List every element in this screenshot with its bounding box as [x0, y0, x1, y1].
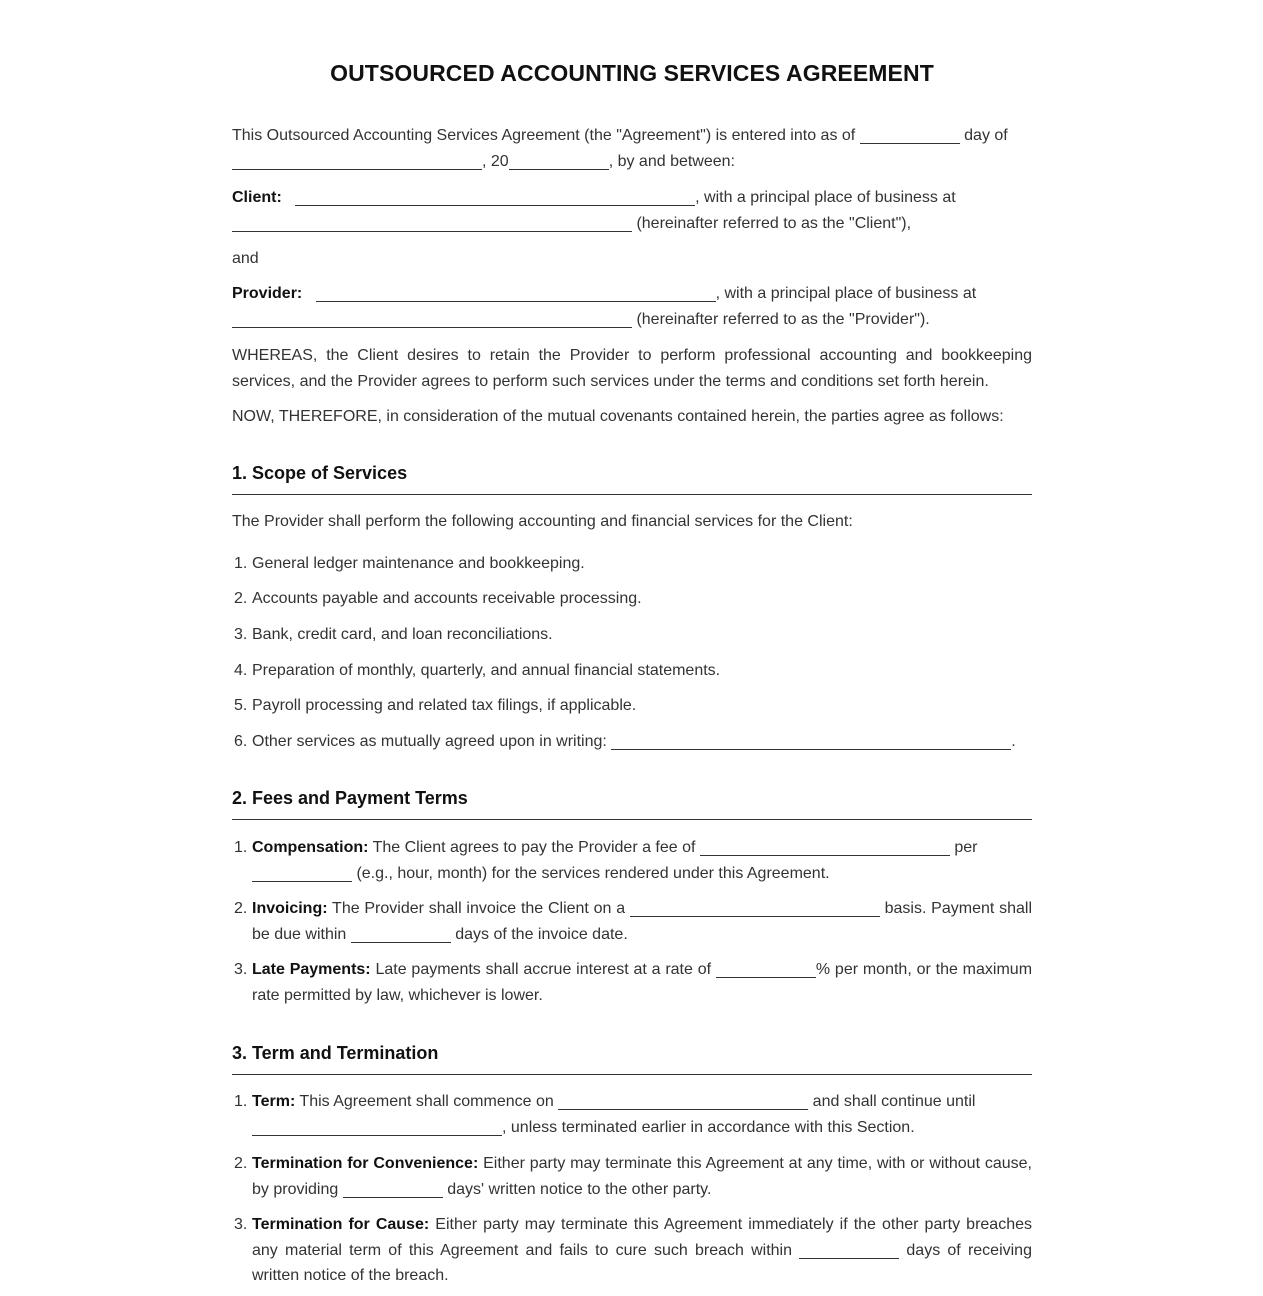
client-paragraph [232, 185, 1032, 236]
list-item-term [232, 1089, 1032, 1140]
list-item-body [252, 957, 1032, 1008]
compensation-text-3: (e.g., hour, month) for the services rendered under this Agreement. [356, 864, 830, 882]
term-label: Term: [252, 1093, 296, 1110]
interest-rate-blank[interactable] [716, 960, 816, 978]
compensation-text-2: per [954, 839, 978, 856]
termination-cause-text-2: days of receiving written notice of the breach. [252, 1241, 1032, 1285]
late-payments-text-2: % per month, or the maximum rate permitted by law, whichever is lower. [252, 961, 1033, 1004]
list-item [232, 729, 1032, 755]
termination-cause-label: Termination for Cause: [252, 1216, 430, 1233]
list-number: 5. [234, 697, 248, 714]
provider-label: Provider: [232, 285, 303, 302]
list-number: 2. [234, 590, 248, 607]
compensation-label: Compensation: [252, 839, 369, 856]
intro-paragraph [232, 123, 1032, 174]
list-item-compensation [232, 835, 1032, 886]
invoicing-text-2: basis. Payment shall be due within [252, 900, 1032, 943]
client-text-2: (hereinafter referred to as the "Client"), [636, 214, 912, 232]
list-item-body [252, 729, 1032, 755]
list-item-end: . [1011, 733, 1016, 750]
list-item-text: Bank, credit card, and loan reconciliations. [252, 626, 553, 643]
term-text-2: and shall continue until [812, 1093, 976, 1110]
termination-cause-text-1: Either party may terminate this Agreement immediately if the other party breaches any material term of this Agreement and fails to cure such breach within [252, 1216, 1032, 1259]
now-therefore-paragraph: NOW, THEREFORE, in consideration of the mutual covenants contained herein, the parties agree as follows: [232, 408, 1004, 425]
invoice-basis-blank[interactable] [630, 899, 880, 917]
client-text-1: , with a principal place of business at [695, 189, 956, 206]
compensation-text-1: The Client agrees to pay the Provider a fee of [372, 839, 696, 856]
term-text-1: This Agreement shall commence on [299, 1093, 554, 1110]
list-number: 3. [234, 626, 248, 643]
provider-text-1: , with a principal place of business at [715, 285, 977, 302]
list-number: 1. [234, 1093, 248, 1110]
month-blank[interactable] [232, 152, 482, 170]
list-item [232, 586, 1032, 612]
list-number: 3. [234, 961, 248, 978]
invoicing-label: Invoicing: [252, 900, 328, 917]
client-name-blank[interactable] [295, 188, 695, 206]
list-item [232, 658, 1032, 684]
cure-days-blank[interactable] [799, 1241, 899, 1259]
list-item-text: Payroll processing and related tax filings, if applicable. [252, 697, 637, 714]
year-blank[interactable] [509, 152, 609, 170]
list-item [232, 551, 1032, 577]
list-item-text: Accounts payable and accounts receivable processing. [252, 590, 642, 607]
list-item-body [252, 1151, 1032, 1202]
list-item [232, 622, 1032, 648]
provider-name-blank[interactable] [316, 284, 716, 302]
client-address-blank[interactable] [232, 214, 632, 232]
document-title: OUTSOURCED ACCOUNTING SERVICES AGREEMENT [330, 60, 934, 86]
list-item-body [252, 1089, 1032, 1140]
termination-convenience-label: Termination for Convenience: [252, 1155, 479, 1172]
list-item [232, 693, 1032, 719]
notice-days-blank[interactable] [343, 1180, 443, 1198]
list-number: 2. [234, 900, 248, 917]
list-item-body [252, 896, 1032, 947]
list-number: 1. [234, 839, 248, 856]
list-item-text: General ledger maintenance and bookkeeping. [252, 555, 585, 572]
fee-period-blank[interactable] [252, 864, 352, 882]
section-2-heading: 2. Fees and Payment Terms [232, 788, 1032, 820]
term-text-3: , unless terminated earlier in accordance with this Section. [502, 1118, 915, 1136]
section-3-heading: 3. Term and Termination [232, 1043, 1032, 1075]
termination-convenience-text-2: days' written notice to the other party. [447, 1180, 712, 1198]
intro-text-4: , by and between: [608, 152, 735, 170]
invoicing-text-3: days of the invoice date. [455, 925, 628, 943]
intro-text-3: , 20 [482, 152, 509, 170]
invoicing-text-1: The Provider shall invoice the Client on a [332, 900, 626, 917]
list-number: 6. [234, 733, 248, 750]
list-number: 3. [234, 1216, 248, 1233]
list-item-body [252, 1212, 1032, 1289]
list-item-body [252, 835, 1032, 886]
list-item-late-payments [232, 957, 1032, 1008]
provider-paragraph [232, 281, 1032, 332]
intro-text-1: This Outsourced Accounting Services Agreement (the "Agreement") is entered into as of [232, 127, 856, 144]
intro-text-2: day of [964, 127, 1008, 144]
list-number: 1. [234, 555, 248, 572]
payment-days-blank[interactable] [351, 925, 451, 943]
list-number: 2. [234, 1155, 248, 1172]
late-payments-text-1: Late payments shall accrue interest at a rate of [375, 961, 712, 978]
provider-text-2: (hereinafter referred to as the "Provider"). [636, 310, 930, 328]
section-1-intro: The Provider shall perform the following accounting and financial services for the Client: [232, 513, 853, 530]
termination-convenience-text-1: Either party may terminate this Agreement at any time, with or without cause, by providing [252, 1155, 1032, 1198]
list-item-termination-cause [232, 1212, 1032, 1289]
list-item-termination-convenience [232, 1151, 1032, 1202]
provider-address-blank[interactable] [232, 310, 632, 328]
list-number: 4. [234, 662, 248, 679]
and-text: and [232, 250, 259, 267]
end-date-blank[interactable] [252, 1118, 502, 1136]
fee-amount-blank[interactable] [700, 838, 950, 856]
list-item-text: Preparation of monthly, quarterly, and annual financial statements. [252, 662, 721, 679]
client-label: Client: [232, 189, 282, 206]
day-blank[interactable] [860, 126, 960, 144]
other-services-blank[interactable] [611, 732, 1011, 750]
late-payments-label: Late Payments: [252, 961, 371, 978]
list-item-invoicing [232, 896, 1032, 947]
start-date-blank[interactable] [558, 1092, 808, 1110]
whereas-paragraph: WHEREAS, the Client desires to retain the Provider to perform professional accounting and bookkeeping services, and the Provider agrees to perform such services under the terms and conditions set forth herein. [232, 347, 1032, 390]
list-item-text: Other services as mutually agreed upon in writing: [252, 733, 607, 750]
section-1-heading: 1. Scope of Services [232, 463, 1032, 495]
